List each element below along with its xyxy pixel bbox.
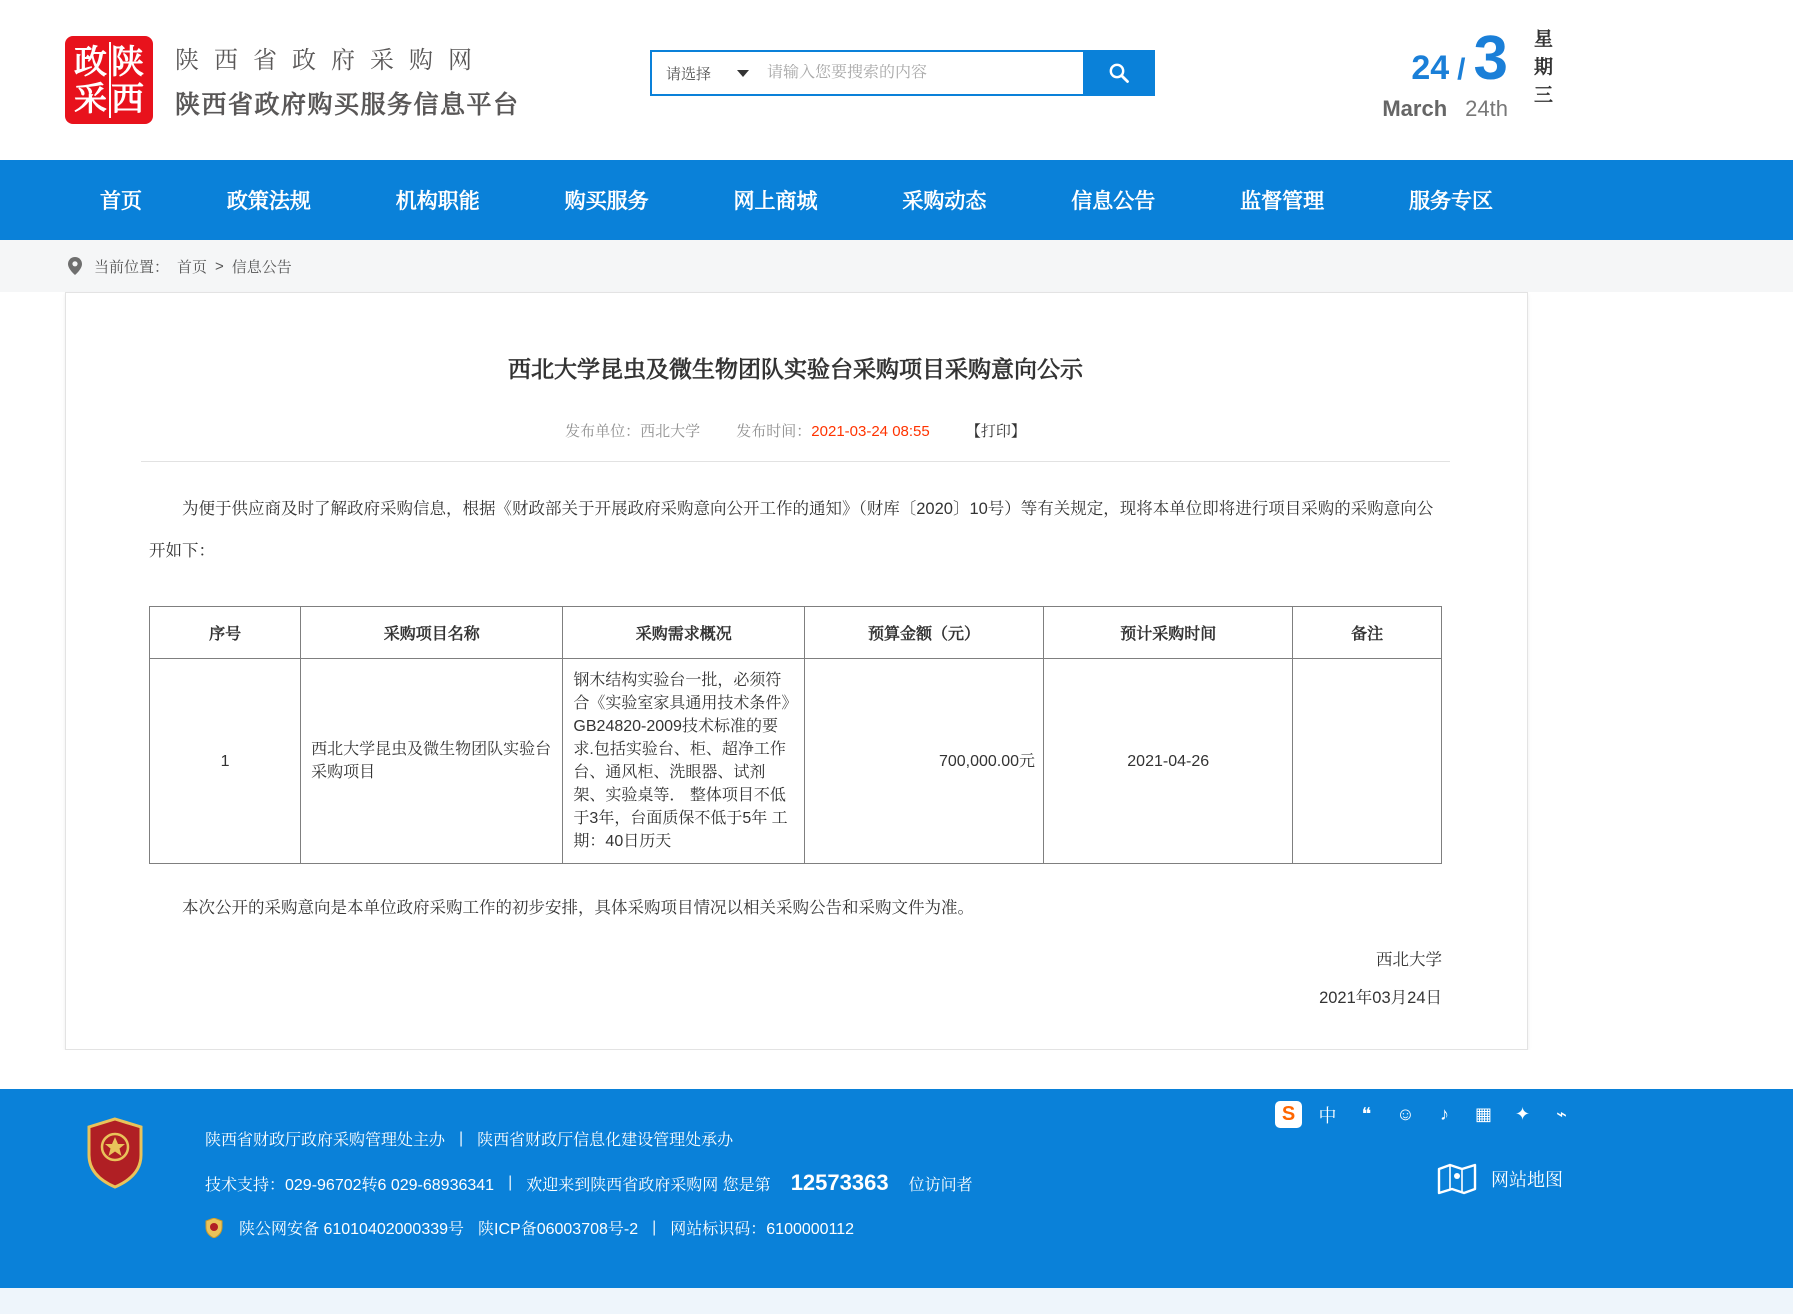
date-month-name: March <box>1382 96 1448 121</box>
search-category-label: 请选择 <box>666 65 712 83</box>
smiley-icon[interactable]: ☺ <box>1396 1104 1415 1124</box>
date-day: 24 <box>1411 49 1450 87</box>
quote-icon[interactable]: ❝ <box>1361 1104 1372 1124</box>
nav-item-purchase-services[interactable]: 购买服务 <box>564 190 649 213</box>
weekday-char: 三 <box>1533 85 1553 106</box>
translate-icon[interactable]: 中 <box>1318 1105 1337 1126</box>
site-brand <box>65 36 520 124</box>
search-bar <box>650 50 1155 96</box>
publish-time-label: 发布时间： <box>736 423 812 440</box>
nav-item-policies[interactable]: 政策法规 <box>226 190 311 213</box>
map-icon <box>1437 1161 1477 1197</box>
spacer <box>0 1050 1793 1086</box>
nav-item-procurement-news[interactable]: 采购动态 <box>902 190 987 213</box>
logo-char: 政 <box>74 43 107 80</box>
date-widget <box>1382 24 1553 122</box>
footer-icp-record[interactable]: 陕ICP备06003708号-2 <box>478 1221 639 1238</box>
footer-bottom-strip <box>0 1288 1793 1314</box>
page-title: 西北大学昆虫及微生物团队实验台采购项目采购意向公示 <box>508 356 1083 382</box>
nav-item-announcements[interactable]: 信息公告 <box>1071 190 1156 213</box>
footer-separator: | <box>459 1129 464 1147</box>
footer-host: 陕西省财政厅政府采购管理处主办 <box>205 1132 446 1149</box>
date-slash: / <box>1457 53 1466 86</box>
footer-visitors-label: 位访问者 <box>908 1176 973 1194</box>
more-icon[interactable]: ⌁ <box>1556 1104 1567 1124</box>
date-weekday <box>1534 30 1553 106</box>
breadcrumb-separator: > <box>215 257 224 275</box>
site-subtitle: 陕西省政府购买服务信息平台 <box>175 90 520 119</box>
chevron-down-icon <box>737 70 749 77</box>
nav-item-functions[interactable]: 机构职能 <box>395 190 480 213</box>
nav-item-online-mall[interactable]: 网上商城 <box>733 190 818 213</box>
site-header <box>0 0 1793 160</box>
publish-time: 2021-03-24 08:55 <box>811 423 930 440</box>
site-logo <box>65 36 153 124</box>
footer-line-2 <box>205 1170 973 1196</box>
hand-icon[interactable]: ✦ <box>1514 1104 1531 1124</box>
nav-item-service-zone[interactable]: 服务专区 <box>1409 190 1493 213</box>
search-input[interactable] <box>767 64 1083 82</box>
cell-budget: 700,000.00元 <box>805 659 1044 864</box>
site-footer <box>0 1089 1793 1288</box>
publish-unit: 西北大学 <box>640 423 701 440</box>
accessibility-toolbar <box>1275 1101 1575 1128</box>
closing-paragraph: 本次公开的采购意向是本单位政府采购工作的初步安排，具体采购项目情况以相关采购公告和采购文件为准。 <box>182 899 974 917</box>
logo-char: 陕 <box>111 43 144 80</box>
publish-unit-label: 发布单位： <box>565 423 641 440</box>
print-button[interactable]: 【打印】 <box>965 423 1026 440</box>
procurement-table <box>149 606 1442 864</box>
logo-char: 采 <box>74 80 107 117</box>
microphone-icon[interactable]: ♪ <box>1440 1104 1449 1124</box>
footer-tech-support: 技术支持：029-96702转6 029-68936341 <box>205 1176 495 1194</box>
site-title-block <box>175 40 520 121</box>
signature-block <box>149 946 1442 1008</box>
footer-line-3 <box>205 1216 973 1239</box>
breadcrumb <box>0 240 1793 292</box>
logo-char: 西 <box>111 80 144 117</box>
cell-remark <box>1293 659 1442 864</box>
search-category-select[interactable] <box>652 63 767 84</box>
announcement-card <box>65 292 1528 1050</box>
col-header-budget: 预算金额（元） <box>805 607 1044 659</box>
main-nav <box>0 160 1793 240</box>
footer-separator: | <box>652 1218 657 1236</box>
weekday-char: 期 <box>1533 57 1553 78</box>
footer-line-1 <box>205 1127 973 1150</box>
col-header-seq: 序号 <box>150 607 301 659</box>
signature-date: 2021年03月24日 <box>1319 989 1442 1007</box>
breadcrumb-current[interactable]: 信息公告 <box>231 258 292 276</box>
cell-requirement: 钢木结构实验台一批，必须符合《实验室家具通用技术条件》GB24820-2009技术标准的要求.包括实验台、柜、超净工作台、通风柜、洗眼器、试剂架、实验桌等． 整体项目不低于3年，台面质保不低于5年 工期：40日历天 <box>563 659 805 864</box>
footer-site-code: 网站标识码：6100000112 <box>670 1221 855 1238</box>
breadcrumb-label: 当前位置： <box>94 258 170 276</box>
sitemap-label: 网站地图 <box>1491 1170 1563 1190</box>
location-pin-icon <box>68 257 82 275</box>
publish-meta <box>149 420 1442 441</box>
intro-paragraph: 为便于供应商及时了解政府采购信息，根据《财政部关于开展政府采购意向公开工作的通知》（财库〔2020〕10号）等有关规定，现将本单位即将进行项目采购的采购意向公开如下： <box>149 500 1434 560</box>
nav-item-home[interactable]: 首页 <box>100 190 142 213</box>
cell-project-name: 西北大学昆虫及微生物团队实验台采购项目 <box>301 659 563 864</box>
col-header-requirement: 采购需求概况 <box>563 607 805 659</box>
footer-text-block <box>205 1107 973 1239</box>
footer-separator: | <box>508 1174 513 1191</box>
table-header-row <box>150 607 1442 659</box>
footer-organizer: 陕西省财政厅信息化建设管理处承办 <box>477 1132 734 1149</box>
sitemap-link[interactable] <box>1437 1161 1563 1197</box>
footer-welcome: 欢迎来到陕西省政府采购网 您是第 <box>526 1176 771 1194</box>
date-numbers <box>1382 24 1508 122</box>
signature-org: 西北大学 <box>1376 951 1442 969</box>
col-header-planned-time: 预计采购时间 <box>1044 607 1293 659</box>
table-row <box>150 659 1442 864</box>
date-month-number: 3 <box>1473 24 1508 93</box>
visitor-count: 12573363 <box>790 1170 889 1195</box>
main-content <box>0 292 1793 1089</box>
footer-psb-record[interactable]: 陕公网安备 61010402000339号 <box>239 1221 465 1238</box>
col-header-project-name: 采购项目名称 <box>301 607 563 659</box>
cell-seq: 1 <box>150 659 301 864</box>
divider <box>141 461 1450 462</box>
keyboard-icon[interactable]: ▦ <box>1474 1104 1492 1124</box>
party-government-badge <box>85 1117 145 1194</box>
site-name: 陕西省政府采购网 <box>175 46 487 74</box>
sogou-icon[interactable]: S <box>1275 1101 1302 1128</box>
search-icon <box>1108 62 1130 84</box>
public-security-shield-icon <box>205 1218 223 1238</box>
nav-item-supervision[interactable]: 监督管理 <box>1240 190 1325 213</box>
cell-planned-time: 2021-04-26 <box>1044 659 1293 864</box>
date-day-ordinal: 24th <box>1465 96 1508 121</box>
col-header-remark: 备注 <box>1293 607 1442 659</box>
search-button[interactable] <box>1083 50 1155 96</box>
weekday-char: 星 <box>1533 29 1553 50</box>
breadcrumb-home-link[interactable]: 首页 <box>177 258 208 276</box>
